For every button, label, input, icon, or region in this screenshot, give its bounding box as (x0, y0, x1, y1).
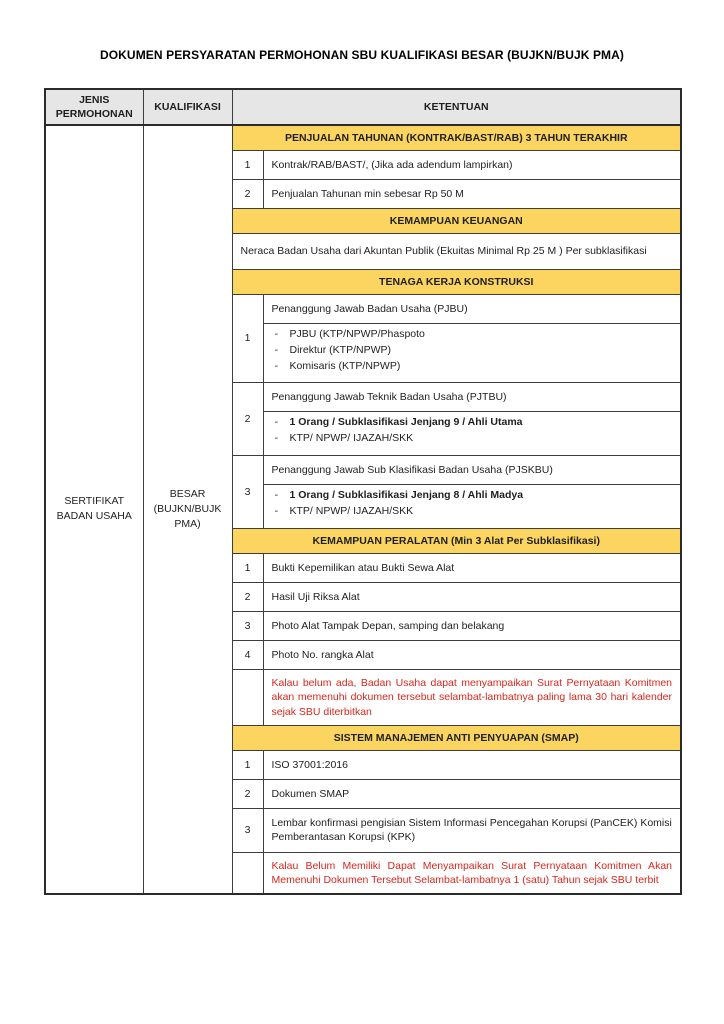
list-item (272, 327, 673, 343)
requirement-text: Kontrak/RAB/BAST/, (Jika ada adendum lampirkan) (263, 150, 681, 179)
row-number: 2 (232, 383, 263, 456)
row-number: 2 (232, 179, 263, 208)
dash-bullet: - (274, 328, 278, 341)
row-number: 3 (232, 455, 263, 528)
row-number-empty (232, 670, 263, 726)
requirement-text: Penjualan Tahunan min sebesar Rp 50 M (263, 179, 681, 208)
requirement-text: Bukti Kepemilikan atau Bukti Sewa Alat (263, 553, 681, 582)
list-item (272, 431, 673, 447)
list-item (272, 488, 673, 504)
warning-note-smap: Kalau Belum Memiliki Dapat Menyampaikan Surat Pernyataan Komitmen Akan Memenuhi Dokumen Tersebut Selambat-lambatnya 1 (satu) Tahun sejak SBU terbit (263, 852, 681, 894)
row-number: 3 (232, 809, 263, 852)
dash-bullet: - (274, 343, 278, 356)
section-header-kemampuan-peralatan: KEMAMPUAN PERALATAN (Min 3 Alat Per Subklasifikasi) (232, 528, 681, 553)
row-number: 1 (232, 553, 263, 582)
table-header-row (45, 89, 681, 125)
jenis-permohonan-value: SERTIFIKAT BADAN USAHA (45, 125, 143, 894)
personnel-items-cell (263, 324, 681, 383)
dash-bullet: - (274, 432, 278, 445)
requirement-text: ISO 37001:2016 (263, 750, 681, 779)
personnel-role-text: Penanggung Jawab Sub Klasifikasi Badan Usaha (PJSKBU) (263, 455, 681, 484)
requirement-text: Neraca Badan Usaha dari Akuntan Publik (Ekuitas Minimal Rp 25 M ) Per subklasifikasi (232, 233, 681, 269)
row-number: 3 (232, 611, 263, 640)
list-item-text: Komisaris (KTP/NPWP) (289, 359, 401, 372)
row-number-empty (232, 852, 263, 894)
list-item-text: Direktur (KTP/NPWP) (289, 343, 392, 356)
list-item-text: 1 Orang / Subklasifikasi Jenjang 8 / Ahli Madya (289, 489, 524, 502)
requirement-text: Hasil Uji Riksa Alat (263, 582, 681, 611)
section-header-kemampuan-keuangan: KEMAMPUAN KEUANGAN (232, 208, 681, 233)
col-header-jenis-permohonan: JENIS PERMOHONAN (45, 89, 143, 125)
personnel-role-text: Penanggung Jawab Badan Usaha (PJBU) (263, 294, 681, 323)
requirement-text: Photo Alat Tampak Depan, samping dan belakang (263, 611, 681, 640)
row-number: 2 (232, 582, 263, 611)
requirement-text: Lembar konfirmasi pengisian Sistem Informasi Pencegahan Korupsi (PanCEK) Komisi Pemberantasan Korupsi (KPK) (263, 809, 681, 852)
list-item-text: 1 Orang / Subklasifikasi Jenjang 9 / Ahli Utama (289, 416, 523, 429)
list-item (272, 359, 673, 375)
personnel-items-cell (263, 412, 681, 456)
row-number: 1 (232, 750, 263, 779)
row-number: 1 (232, 294, 263, 382)
warning-note-peralatan: Kalau belum ada, Badan Usaha dapat menyampaikan Surat Pernyataan Komitmen akan memenuhi dokumen tersebut selambat-lambatnya paling lama 30 hari kalender sejak SBU diterbitkan (263, 670, 681, 726)
row-number: 2 (232, 779, 263, 808)
col-header-ketentuan: KETENTUAN (232, 89, 681, 125)
dash-bullet: - (274, 359, 278, 372)
list-item-text: PJBU (KTP/NPWP/Phaspoto (289, 328, 425, 341)
list-item (272, 343, 673, 359)
requirement-text: Photo No. rangka Alat (263, 641, 681, 670)
list-item (272, 504, 673, 520)
col-header-kualifikasi: KUALIFIKASI (143, 89, 232, 125)
dash-bullet: - (274, 416, 278, 429)
row-number: 1 (232, 150, 263, 179)
row-number: 4 (232, 641, 263, 670)
list-item-text: KTP/ NPWP/ IJAZAH/SKK (289, 432, 414, 445)
section-header-penjualan-tahunan: PENJUALAN TAHUNAN (KONTRAK/BAST/RAB) 3 TAHUN TERAKHIR (232, 125, 681, 150)
document-title: DOKUMEN PERSYARATAN PERMOHONAN SBU KUALIFIKASI BESAR (BUJKN/BUJK PMA) (99, 48, 625, 62)
section-header-tenaga-kerja-konstruksi: TENAGA KERJA KONSTRUKSI (232, 269, 681, 294)
list-item-text: KTP/ NPWP/ IJAZAH/SKK (289, 504, 414, 517)
requirement-text: Dokumen SMAP (263, 779, 681, 808)
section-header-smap: SISTEM MANAJEMEN ANTI PENYUAPAN (SMAP) (232, 725, 681, 750)
list-item (272, 415, 673, 431)
dash-bullet: - (274, 504, 278, 517)
dash-bullet: - (274, 489, 278, 502)
requirements-table (44, 88, 682, 895)
personnel-items-cell (263, 485, 681, 529)
kualifikasi-value: BESAR (BUJKN/BUJK PMA) (143, 125, 232, 894)
personnel-role-text: Penanggung Jawab Teknik Badan Usaha (PJTBU) (263, 383, 681, 412)
